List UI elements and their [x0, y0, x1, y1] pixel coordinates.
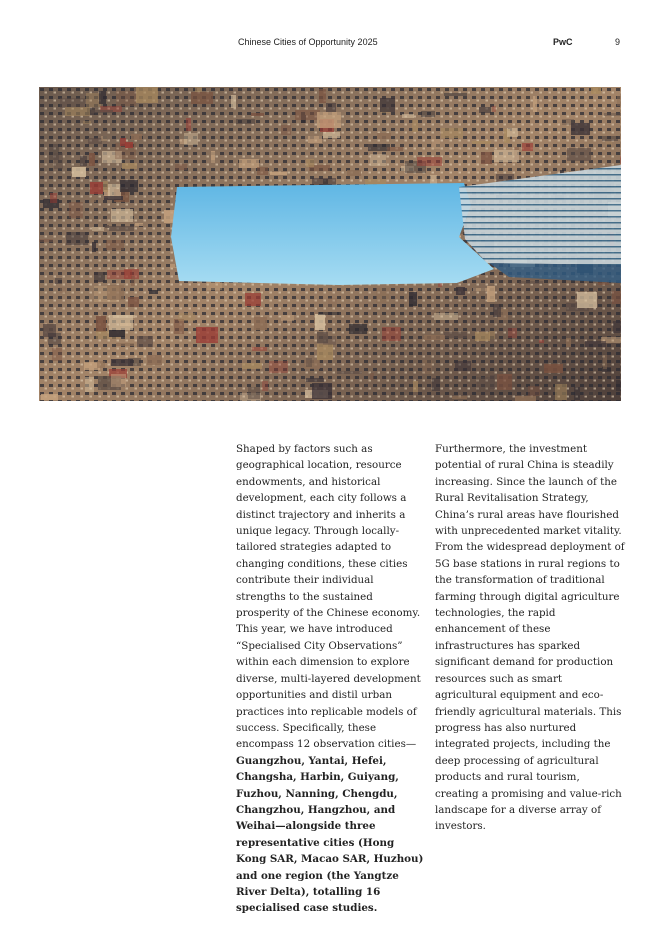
document-title: Chinese Cities of Opportunity 2025 [238, 37, 378, 47]
body-text-right-column [435, 441, 625, 835]
body-text-left-column [236, 441, 426, 917]
case-study-list: Guangzhou, Yantai, Hefei, Changsha, Harbin, Guiyang, Fuzhou, Nanning, Chengdu, Changzhou, Hangzhou, and Weihai—alongside three representative cities (Hong Kong SAR, Macao SAR, Huzhou) and one region (the Yangtze River Delta), totalling 16 specialised case studies. [236, 754, 424, 915]
brand-name: PwC [553, 37, 573, 47]
page-number: 9 [615, 37, 621, 47]
body-text-regular: Shaped by factors such as geographical location, resource endowments, and historical development, each city follows a distinct trajectory and inherits a unique legacy. Through locally-tailored strategies adapted to changing conditions, these cities contribute their individual strengths to the sustained prosperity of the Chinese economy. This year, we have introduced “Specialised City Observations” within each dimension to explore diverse, multi-layered development opportunities and distil urban practices into replicable models of success. Specifically, these encompass 12 observation cities— [236, 443, 421, 751]
skyline-photo [39, 87, 621, 401]
rural-investment-paragraph: Furthermore, the investment potential of rural China is steadily increasing. Since the launch of the Rural Revitalisation Strategy, China’s rural areas have flourished with unprecedented market vitality. From the widespread deployment of 5G base stations in rural regions to the transformation of traditional farming through digital agriculture technologies, the rapid enhancement of these infrastructures has sparked significant demand for production resources such as smart agricultural equipment and eco-friendly agricultural materials. This progress has also nurtured integrated projects, including the deep processing of agricultural products and rural tourism, creating a promising and value-rich landscape for a diverse array of investors. [435, 443, 625, 833]
